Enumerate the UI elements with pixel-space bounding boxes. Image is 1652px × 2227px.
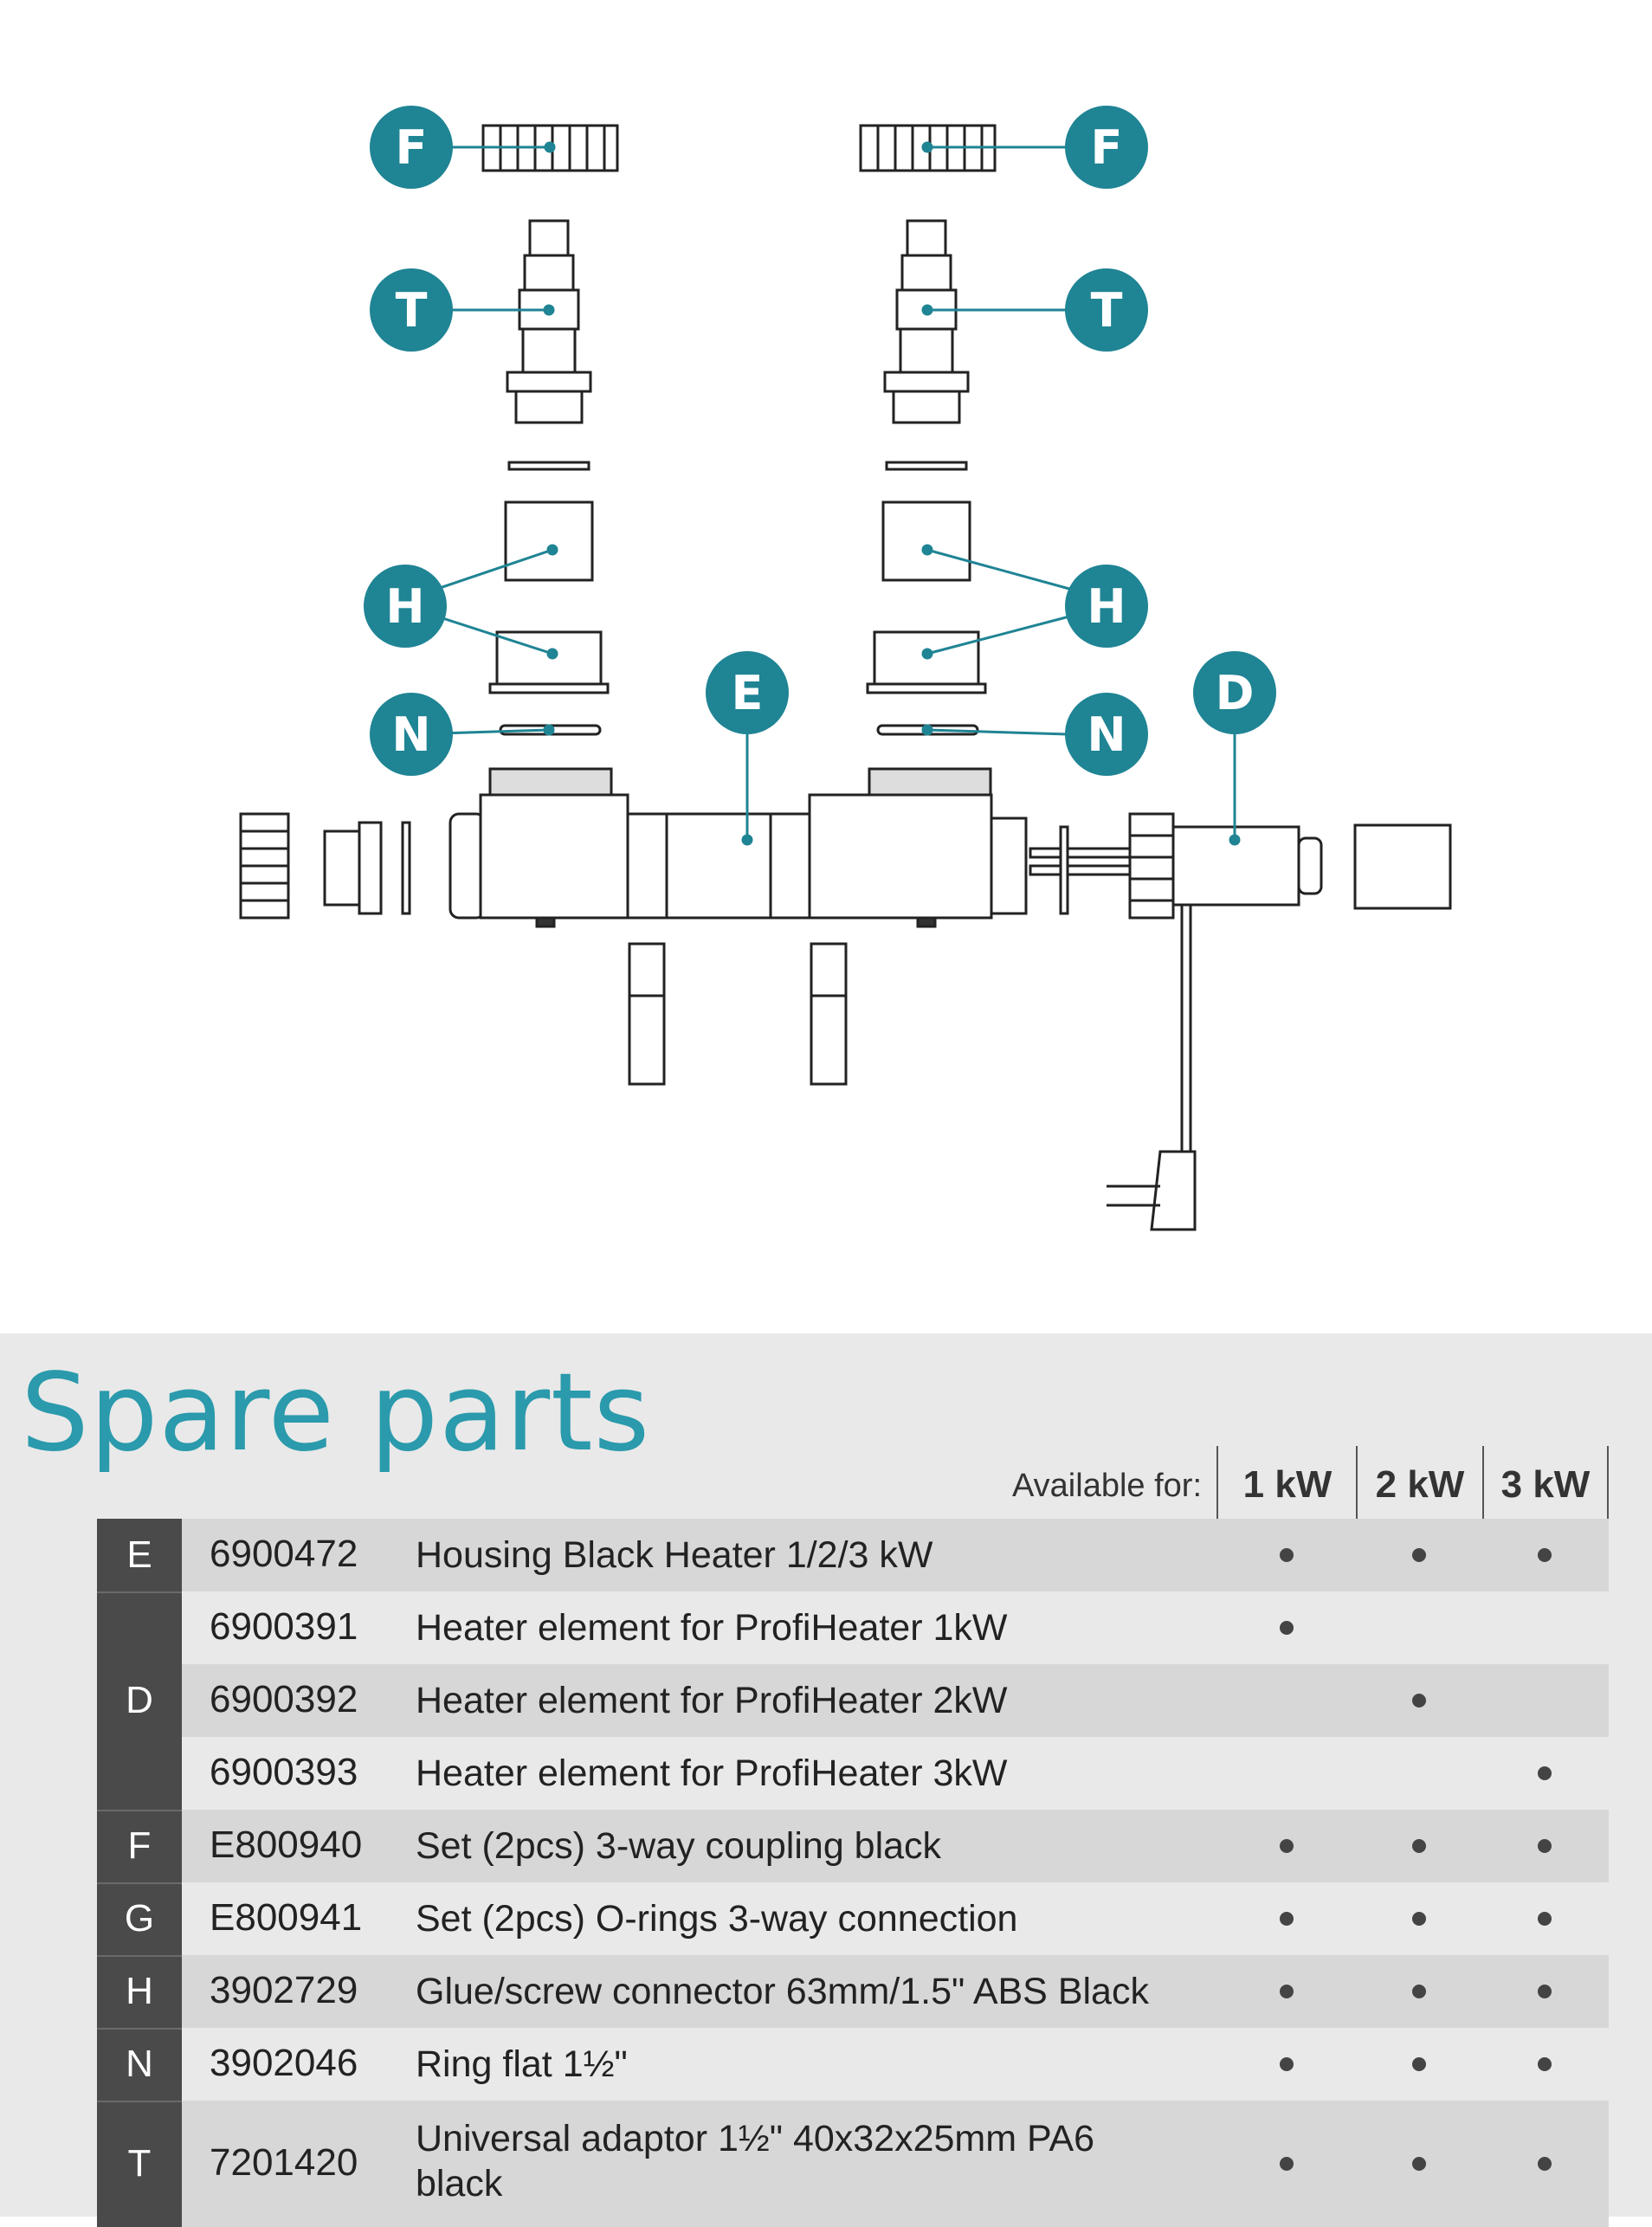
part-code: 3902046 bbox=[210, 2042, 358, 2084]
left-oring-part bbox=[509, 462, 589, 469]
callout-letter: T bbox=[395, 283, 428, 338]
availability-dot-2kw bbox=[1412, 1985, 1426, 1998]
table-row bbox=[182, 1737, 1609, 1810]
part-description: Heater element for ProfiHeater 1kW bbox=[416, 1607, 1008, 1649]
right-oring-part bbox=[887, 462, 966, 469]
table-row bbox=[182, 1810, 1609, 1882]
availability-dot-3kw bbox=[1538, 1766, 1552, 1780]
table-row bbox=[182, 1519, 1609, 1591]
group-divider bbox=[97, 1591, 182, 1593]
callout-letter: F bbox=[1090, 120, 1123, 175]
callout-d bbox=[1193, 651, 1276, 734]
group-letter-n: N bbox=[97, 2028, 182, 2101]
callout-letter: H bbox=[385, 579, 425, 634]
group-letter-f: F bbox=[97, 1810, 182, 1882]
availability-dot-1kw bbox=[1280, 1839, 1294, 1853]
right-connector-lower-part bbox=[868, 632, 985, 693]
end-cap-nut-part bbox=[241, 814, 288, 918]
group-letter-g: G bbox=[97, 1882, 182, 1955]
availability-dot-3kw bbox=[1538, 1839, 1552, 1853]
heater-element-part bbox=[1030, 814, 1321, 1230]
end-cap-oring-part bbox=[403, 823, 410, 913]
part-code: 6900472 bbox=[210, 1533, 358, 1575]
availability-dot-1kw bbox=[1280, 2157, 1294, 2171]
group-divider bbox=[97, 2028, 182, 2030]
part-description: Glue/screw connector 63mm/1.5" ABS Black bbox=[416, 1971, 1149, 2012]
callout-h bbox=[364, 565, 447, 648]
section-title: Spare parts bbox=[21, 1351, 651, 1475]
left-adaptor-part bbox=[507, 221, 590, 423]
group-letter-t: T bbox=[97, 2101, 182, 2227]
column-header-2kw: 2 kW bbox=[1375, 1463, 1465, 1506]
part-description: Housing Black Heater 1/2/3 kW bbox=[416, 1534, 933, 1576]
availability-dot-1kw bbox=[1280, 2057, 1294, 2071]
table-row bbox=[182, 2101, 1609, 2227]
part-description: Set (2pcs) 3-way coupling black bbox=[416, 1825, 942, 1867]
available-for-label: Available for: bbox=[1012, 1468, 1202, 1504]
availability-dot-2kw bbox=[1412, 1548, 1426, 1562]
part-code: 6900393 bbox=[210, 1751, 358, 1793]
group-divider bbox=[97, 1955, 182, 1957]
callout-h bbox=[1065, 565, 1148, 648]
right-adaptor-part bbox=[885, 221, 968, 423]
group-divider bbox=[97, 1882, 182, 1884]
callout-letter: E bbox=[731, 666, 764, 720]
callout-f bbox=[370, 106, 453, 189]
part-code: 7201420 bbox=[210, 2141, 358, 2184]
availability-dot-2kw bbox=[1412, 1912, 1426, 1926]
column-header-1kw: 1 kW bbox=[1242, 1463, 1333, 1506]
callout-letter: N bbox=[1087, 707, 1126, 762]
group-letter-h: H bbox=[97, 1955, 182, 2028]
availability-dot-1kw bbox=[1280, 1548, 1294, 1562]
part-description: Set (2pcs) O-rings 3-way connection bbox=[416, 1898, 1018, 1940]
table-row bbox=[182, 2028, 1609, 2101]
part-code: 6900391 bbox=[210, 1605, 358, 1648]
table-row bbox=[182, 1882, 1609, 1955]
part-description: Universal adaptor 1½" 40x32x25mm PA6 black bbox=[416, 2118, 1095, 2204]
mounting-feet-part bbox=[629, 944, 846, 1084]
heater-end-cap-part bbox=[1355, 825, 1450, 908]
table-row bbox=[182, 1955, 1609, 2028]
column-header-3kw: 3 kW bbox=[1500, 1463, 1591, 1506]
availability-dot-3kw bbox=[1538, 1985, 1552, 1998]
callout-letter: N bbox=[391, 707, 431, 762]
availability-dot-3kw bbox=[1538, 2057, 1552, 2071]
group-divider bbox=[97, 2101, 182, 2102]
availability-dot-3kw bbox=[1538, 1912, 1552, 1926]
callout-letter: T bbox=[1090, 283, 1123, 338]
part-description: Heater element for ProfiHeater 3kW bbox=[416, 1753, 1008, 1794]
right-connector-upper-part bbox=[883, 502, 970, 580]
part-code: E800940 bbox=[210, 1824, 363, 1866]
group-divider bbox=[97, 1810, 182, 1811]
part-code: 3902729 bbox=[210, 1969, 358, 2011]
table-row bbox=[182, 1591, 1609, 1664]
part-description: Heater element for ProfiHeater 2kW bbox=[416, 1680, 1008, 1721]
group-letter-e: E bbox=[97, 1519, 182, 1591]
availability-dot-1kw bbox=[1280, 1621, 1294, 1635]
table-row bbox=[182, 1664, 1609, 1737]
callout-e bbox=[706, 651, 789, 734]
callout-letter: F bbox=[395, 120, 428, 175]
callout-n bbox=[1065, 693, 1148, 776]
availability-dot-2kw bbox=[1412, 1694, 1426, 1707]
part-code: E800941 bbox=[210, 1896, 363, 1939]
availability-dot-1kw bbox=[1280, 1985, 1294, 1998]
callout-letter: H bbox=[1087, 579, 1126, 634]
left-connector-lower-part bbox=[490, 632, 608, 693]
part-code: 6900392 bbox=[210, 1678, 358, 1720]
group-letter-d: D bbox=[97, 1591, 182, 1810]
callout-letter: D bbox=[1215, 666, 1255, 720]
availability-dot-3kw bbox=[1538, 2157, 1552, 2171]
end-cap-plug-part bbox=[325, 823, 381, 913]
callout-n bbox=[370, 693, 453, 776]
availability-dot-1kw bbox=[1280, 1912, 1294, 1926]
availability-dot-3kw bbox=[1538, 1548, 1552, 1562]
callout-f bbox=[1065, 106, 1148, 189]
spare-parts-section bbox=[0, 1333, 1652, 2217]
availability-dot-2kw bbox=[1412, 2057, 1426, 2071]
part-description: Ring flat 1½" bbox=[416, 2043, 628, 2085]
callout-t bbox=[370, 268, 453, 352]
left-connector-upper-part bbox=[506, 502, 592, 580]
availability-dot-2kw bbox=[1412, 2157, 1426, 2171]
availability-dot-2kw bbox=[1412, 1839, 1426, 1853]
housing-part bbox=[450, 769, 1026, 926]
callout-t bbox=[1065, 268, 1148, 352]
